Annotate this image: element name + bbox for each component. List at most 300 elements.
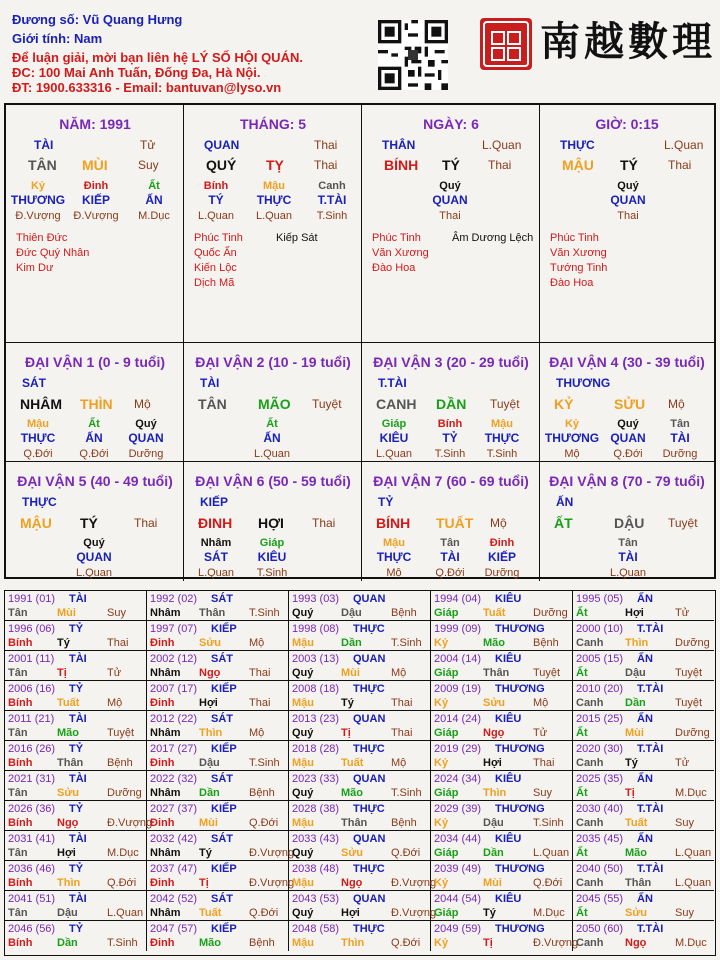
year-cell xyxy=(289,741,431,771)
year-cell xyxy=(431,801,573,831)
year-label: 2036 (46) xyxy=(8,863,56,875)
year-cell xyxy=(573,591,714,621)
year-god: KIẾP xyxy=(211,623,237,635)
year-life-stage: Đ.Vượng xyxy=(107,817,153,829)
year-label: 2017 (27) xyxy=(150,743,198,755)
year-label: 1995 (05) xyxy=(576,593,624,605)
dai-van-title: ĐẠI VẬN 5 (40 - 49 tuổi) xyxy=(17,473,173,489)
year-branch: Dần xyxy=(483,847,504,859)
hidden-god: TÝ xyxy=(208,193,224,207)
hidden-god: KIÊU xyxy=(379,431,409,445)
year-god: TÀI xyxy=(69,653,87,665)
year-label: 2045 (55) xyxy=(576,893,624,905)
hidden-life-stage: Q.Đới xyxy=(23,448,53,460)
year-cell xyxy=(5,771,147,801)
year-life-stage: Tử xyxy=(675,607,690,619)
year-label: 2019 (29) xyxy=(434,743,482,755)
year-cell xyxy=(5,681,147,711)
year-label: 2026 (36) xyxy=(8,803,56,815)
hidden-stem: Đinh xyxy=(489,537,515,549)
year-life-stage: Bệnh xyxy=(391,817,417,829)
year-cell xyxy=(573,711,714,741)
hidden-god: QUAN xyxy=(610,431,646,445)
year-stem: Giáp xyxy=(434,667,459,679)
contact-line: Để luận giải, mời bạn liên hệ LÝ SỐ HỘI QUÁN. xyxy=(12,50,303,65)
dai-van-life-stage: Mộ xyxy=(490,516,507,530)
year-god: TÀI xyxy=(69,893,87,905)
dai-van-branch: TUẤT xyxy=(436,515,474,531)
year-cell xyxy=(431,831,573,861)
year-life-stage: Mộ xyxy=(249,727,265,739)
year-label: 2020 (30) xyxy=(576,743,624,755)
year-stem: Kỷ xyxy=(434,697,449,709)
year-branch: Tị xyxy=(57,667,67,679)
year-branch: Hợi xyxy=(483,757,502,769)
qr-code-icon[interactable] xyxy=(378,20,448,90)
year-branch: Mão xyxy=(625,847,647,859)
year-stem: Bính xyxy=(8,757,33,769)
year-cell xyxy=(573,621,714,651)
hidden-god: SÁT xyxy=(204,550,228,564)
year-branch: Ngọ xyxy=(625,937,647,949)
hidden-stem: Giáp xyxy=(259,537,285,549)
year-stem: Mậu xyxy=(292,937,314,949)
year-branch: Tuất xyxy=(199,907,222,919)
hidden-stem: Nhâm xyxy=(200,537,232,549)
hidden-stem: Mậu xyxy=(263,180,285,192)
year-life-stage: Bệnh xyxy=(249,937,275,949)
year-life-stage: Dưỡng xyxy=(675,637,710,649)
hidden-stem: Tân xyxy=(440,537,460,549)
year-cell xyxy=(289,771,431,801)
year-god: T.TÀI xyxy=(637,683,664,695)
dai-van-title: ĐẠI VẬN 7 (60 - 69 tuổi) xyxy=(373,473,529,489)
year-cell xyxy=(147,831,295,861)
year-life-stage: M.Dục xyxy=(675,787,707,799)
year-god: THƯƠNG xyxy=(495,623,545,635)
dai-van-god: KIẾP xyxy=(200,495,229,509)
year-life-stage: Thai xyxy=(533,757,555,769)
year-life-stage: Dưỡng xyxy=(675,727,710,739)
year-branch: Ngọ xyxy=(57,817,79,829)
year-cell xyxy=(431,621,573,651)
year-stem: Đinh xyxy=(150,877,175,889)
year-god: QUAN xyxy=(353,773,386,785)
year-label: 2035 (45) xyxy=(576,833,624,845)
year-label: 2005 (15) xyxy=(576,653,624,665)
star-label: Phúc Tinh xyxy=(550,232,599,244)
year-god: TÀI xyxy=(69,833,87,845)
hidden-god: TÀI xyxy=(618,550,638,564)
year-life-stage: Thai xyxy=(107,637,129,649)
year-life-stage: T.Sinh xyxy=(533,817,564,829)
year-god: KIẾP xyxy=(211,863,237,875)
year-stem: Canh xyxy=(576,937,604,949)
year-life-stage: T.Sinh xyxy=(249,607,280,619)
year-label: 2032 (42) xyxy=(150,833,198,845)
year-cell xyxy=(573,651,714,681)
year-god: TÀI xyxy=(69,713,87,725)
year-label: 2038 (48) xyxy=(292,863,340,875)
hidden-stem: Quý xyxy=(617,418,639,430)
hidden-life-stage: L.Quan xyxy=(255,210,293,222)
dai-van-branch: THÌN xyxy=(80,396,113,412)
year-god: KIẾP xyxy=(211,923,237,935)
hidden-life-stage: Q.Đới xyxy=(613,448,643,460)
year-god: THƯƠNG xyxy=(495,923,545,935)
year-god: KIÊU xyxy=(495,593,522,605)
year-label: 2041 (51) xyxy=(8,893,56,905)
year-branch: Dần xyxy=(341,637,362,649)
dai-van-god: ẤN xyxy=(556,495,574,509)
year-life-stage: L.Quan xyxy=(675,877,712,889)
year-god: T.TÀI xyxy=(637,803,664,815)
dai-van-cell xyxy=(6,462,184,581)
year-cell xyxy=(289,621,431,651)
dai-van-god: THỰC xyxy=(22,495,57,509)
year-stem: Kỷ xyxy=(434,937,449,949)
year-branch: Tuất xyxy=(341,757,364,769)
year-branch: Thìn xyxy=(341,937,365,949)
pillar-life-stage-2: Thai xyxy=(668,158,692,172)
dai-van-title: ĐẠI VẬN 6 (50 - 59 tuổi) xyxy=(195,473,351,489)
year-god: KIÊU xyxy=(495,833,522,845)
year-stem: Bính xyxy=(8,637,33,649)
year-cell xyxy=(573,771,714,801)
hidden-god: KIẾP xyxy=(81,193,111,207)
year-stem: Giáp xyxy=(434,727,459,739)
year-cell xyxy=(431,591,573,621)
year-stem: Kỷ xyxy=(434,877,449,889)
year-label: 2003 (13) xyxy=(292,653,340,665)
year-stem: Bính xyxy=(8,877,33,889)
year-branch: Tý xyxy=(625,757,638,769)
dai-van-life-stage: Tuyệt xyxy=(312,397,342,411)
year-branch: Mão xyxy=(341,787,363,799)
year-life-stage: T.Sinh xyxy=(249,757,280,769)
chart-grid xyxy=(4,103,716,579)
year-life-stage: L.Quan xyxy=(107,907,144,919)
year-stem: Giáp xyxy=(434,787,459,799)
year-label: 2012 (22) xyxy=(150,713,198,725)
year-stem: Quý xyxy=(292,847,314,859)
year-cell xyxy=(573,681,714,711)
hidden-life-stage: M.Dục xyxy=(138,210,170,222)
dai-van-cell xyxy=(362,462,540,581)
year-cell xyxy=(289,591,431,621)
year-branch: Sửu xyxy=(57,787,80,799)
dai-van-cell xyxy=(540,343,714,462)
pillar-stem-god: TÀI xyxy=(34,138,54,152)
year-stem: Ất xyxy=(576,847,588,859)
hidden-life-stage: L.Quan xyxy=(197,567,235,579)
star-label: Kim Dư xyxy=(16,262,54,274)
year-cell xyxy=(5,801,153,831)
pillar-life-stage-2: Thai xyxy=(488,158,512,172)
dai-van-cell xyxy=(184,343,362,462)
yearly-luck-grid xyxy=(4,590,716,956)
dai-van-branch: SỬU xyxy=(614,396,646,412)
year-cell xyxy=(431,681,573,711)
year-life-stage: Mộ xyxy=(391,757,407,769)
pillar-stem-god: THỰC xyxy=(560,138,595,152)
hidden-god: ẤN xyxy=(145,193,163,207)
year-cell xyxy=(147,741,289,771)
dai-van-stem: BÍNH xyxy=(376,515,411,531)
year-god: QUAN xyxy=(353,713,386,725)
dai-van-god: THƯƠNG xyxy=(556,376,611,390)
year-stem: Nhâm xyxy=(150,787,181,799)
dai-van-cell xyxy=(540,462,714,581)
year-stem: Tân xyxy=(8,907,28,919)
year-branch: Sửu xyxy=(199,637,222,649)
year-branch: Ngọ xyxy=(483,727,505,739)
year-god: ẤN xyxy=(637,773,653,785)
year-stem: Đinh xyxy=(150,937,175,949)
year-life-stage: Tử xyxy=(107,667,122,679)
dai-van-cell xyxy=(184,462,362,581)
dai-van-stem: CANH xyxy=(376,396,417,412)
pillar-life-stage: Thai xyxy=(314,138,338,152)
year-life-stage: M.Dục xyxy=(107,847,139,859)
year-god: TÀI xyxy=(69,593,87,605)
year-life-stage: Suy xyxy=(533,787,552,799)
year-life-stage: L.Quan xyxy=(675,847,712,859)
year-stem: Tân xyxy=(8,607,28,619)
year-branch: Mùi xyxy=(57,607,76,619)
year-branch: Dậu xyxy=(625,667,646,679)
year-life-stage: Đ.Vượng xyxy=(391,877,437,889)
hidden-god: QUAN xyxy=(610,193,646,207)
year-cell xyxy=(5,921,147,951)
hidden-god: KIẾP xyxy=(487,550,517,564)
hidden-life-stage: Q.Đới xyxy=(79,448,109,460)
year-cell xyxy=(431,771,573,801)
year-label: 2031 (41) xyxy=(8,833,56,845)
hidden-life-stage: Dưỡng xyxy=(484,567,520,579)
year-stem: Mậu xyxy=(292,637,314,649)
year-stem: Nhâm xyxy=(150,667,181,679)
year-stem: Ất xyxy=(576,607,588,619)
year-branch: Tý xyxy=(57,637,70,649)
year-stem: Mậu xyxy=(292,697,314,709)
year-cell xyxy=(5,891,147,921)
pillar-cell xyxy=(184,105,362,343)
year-cell xyxy=(147,891,289,921)
year-god: THỰC xyxy=(353,923,385,935)
year-label: 1999 (09) xyxy=(434,623,482,635)
year-branch: Tị xyxy=(483,937,493,949)
year-god: TÀI xyxy=(69,773,87,785)
year-god: KIẾP xyxy=(211,743,237,755)
year-cell xyxy=(147,921,289,951)
pillar-cell xyxy=(540,105,714,343)
pillar-life-stage: L.Quan xyxy=(664,138,704,152)
year-cell xyxy=(147,621,289,651)
year-god: ẤN xyxy=(637,833,653,845)
hidden-god: THỰC xyxy=(376,550,412,564)
year-branch: Thìn xyxy=(483,787,507,799)
year-god: T.TÀI xyxy=(637,923,664,935)
year-cell xyxy=(147,771,289,801)
year-stem: Giáp xyxy=(434,907,459,919)
header xyxy=(0,0,720,100)
year-life-stage: Q.Đới xyxy=(391,847,421,859)
hidden-life-stage: Mộ xyxy=(386,567,402,579)
year-stem: Ất xyxy=(576,667,588,679)
year-stem: Quý xyxy=(292,727,314,739)
pillar-stem-god: QUAN xyxy=(204,138,240,152)
dai-van-life-stage: Mộ xyxy=(668,397,685,411)
year-branch: Ngọ xyxy=(199,667,221,679)
year-label: 1996 (06) xyxy=(8,623,56,635)
year-life-stage: T.Sinh xyxy=(107,937,138,949)
year-label: 2013 (23) xyxy=(292,713,340,725)
year-stem: Ất xyxy=(576,787,588,799)
year-label: 2014 (24) xyxy=(434,713,482,725)
year-label: 2029 (39) xyxy=(434,803,482,815)
year-stem: Tân xyxy=(8,727,28,739)
year-cell xyxy=(147,801,289,831)
year-label: 2025 (35) xyxy=(576,773,624,785)
year-stem: Đinh xyxy=(150,757,175,769)
dai-van-god: SÁT xyxy=(22,376,46,390)
year-branch: Mão xyxy=(483,637,505,649)
year-god: TỶ xyxy=(69,803,84,815)
year-god: THƯƠNG xyxy=(495,863,545,875)
pillar-life-stage: L.Quan xyxy=(482,138,522,152)
year-branch: Tuất xyxy=(57,697,80,709)
dai-van-stem: ĐINH xyxy=(198,515,233,531)
year-stem: Canh xyxy=(576,877,604,889)
hidden-god: THƯƠNG xyxy=(10,193,66,207)
hidden-life-stage: Thai xyxy=(617,210,639,222)
year-branch: Hợi xyxy=(341,907,360,919)
year-god: THỰC xyxy=(353,683,385,695)
year-stem: Canh xyxy=(576,757,604,769)
dai-van-stem: MẬU xyxy=(20,515,52,531)
year-label: 2011 (21) xyxy=(8,713,55,725)
year-branch: Ngọ xyxy=(341,877,363,889)
year-life-stage: Tử xyxy=(675,757,690,769)
year-branch: Tị xyxy=(341,727,351,739)
year-branch: Tị xyxy=(199,877,209,889)
year-label: 2034 (44) xyxy=(434,833,482,845)
year-life-stage: Q.Đới xyxy=(391,937,421,949)
star-label: Dịch Mã xyxy=(194,277,235,289)
year-life-stage: Đ.Vượng xyxy=(533,937,579,949)
hidden-stem: Quý xyxy=(83,537,105,549)
year-god: QUAN xyxy=(353,593,386,605)
year-branch: Tuất xyxy=(483,607,506,619)
year-label: 2004 (14) xyxy=(434,653,482,665)
year-life-stage: Tuyệt xyxy=(533,667,561,679)
hidden-life-stage: Dưỡng xyxy=(662,448,698,460)
year-label: 1991 (01) xyxy=(8,593,56,605)
hidden-stem: Mậu xyxy=(27,418,49,430)
dai-van-life-stage: Mộ xyxy=(134,397,151,411)
year-life-stage: Bệnh xyxy=(107,757,133,769)
hidden-god: THỰC xyxy=(20,431,56,445)
year-cell xyxy=(573,741,714,771)
year-branch: Tị xyxy=(625,787,635,799)
year-label: 2049 (59) xyxy=(434,923,482,935)
year-label: 2040 (50) xyxy=(576,863,624,875)
owner-name: Đương số: Vũ Quang Hưng xyxy=(12,12,183,27)
year-cell xyxy=(5,591,147,621)
hidden-life-stage: Mộ xyxy=(564,448,580,460)
year-label: 2039 (49) xyxy=(434,863,482,875)
year-stem: Bính xyxy=(8,937,33,949)
year-label: 2046 (56) xyxy=(8,923,56,935)
year-label: 2021 (31) xyxy=(8,773,56,785)
year-life-stage: Đ.Vượng xyxy=(249,847,295,859)
year-branch: Thìn xyxy=(57,877,81,889)
year-branch: Dần xyxy=(57,937,78,949)
year-stem: Kỷ xyxy=(434,757,449,769)
year-god: QUAN xyxy=(353,653,386,665)
year-god: T.TÀI xyxy=(637,863,664,875)
year-cell xyxy=(431,711,573,741)
year-branch: Dậu xyxy=(199,757,220,769)
year-cell xyxy=(573,801,714,831)
year-branch: Thìn xyxy=(199,727,223,739)
year-label: 2016 (26) xyxy=(8,743,56,755)
year-branch: Tý xyxy=(341,697,354,709)
year-branch: Tuất xyxy=(625,817,648,829)
hidden-stem: Bính xyxy=(437,418,463,430)
pillar-branch: TỴ xyxy=(266,157,284,173)
year-god: SÁT xyxy=(211,653,233,665)
year-branch: Hợi xyxy=(625,607,644,619)
year-label: 2007 (17) xyxy=(150,683,198,695)
year-life-stage: Suy xyxy=(675,817,694,829)
year-life-stage: Bệnh xyxy=(249,787,275,799)
dai-van-stem: ẤT xyxy=(554,515,573,531)
dai-van-life-stage: Thai xyxy=(312,516,336,530)
year-god: SÁT xyxy=(211,893,233,905)
year-stem: Đinh xyxy=(150,697,175,709)
year-cell xyxy=(5,651,147,681)
star-label: Kiến Lộc xyxy=(194,262,237,274)
hidden-god: THỰC xyxy=(484,431,520,445)
hidden-stem: Giáp xyxy=(381,418,407,430)
dai-van-life-stage: Tuyệt xyxy=(490,397,520,411)
year-branch: Mão xyxy=(199,937,221,949)
year-life-stage: L.Quan xyxy=(533,847,570,859)
year-label: 2027 (37) xyxy=(150,803,198,815)
hidden-god: THỰC xyxy=(256,193,292,207)
dai-van-branch: DẬU xyxy=(614,515,645,531)
pillar-cell xyxy=(362,105,540,343)
star-label: Phúc Tinh xyxy=(194,232,243,244)
hidden-life-stage: Thai xyxy=(439,210,461,222)
pillar-stem: MẬU xyxy=(562,157,594,173)
year-label: 2043 (53) xyxy=(292,893,340,905)
year-life-stage: Tuyệt xyxy=(107,727,135,739)
year-life-stage: Mộ xyxy=(107,697,123,709)
year-life-stage: Đ.Vượng xyxy=(391,907,437,919)
year-branch: Mùi xyxy=(199,817,218,829)
year-branch: Thân xyxy=(57,757,84,769)
year-cell xyxy=(573,831,714,861)
dai-van-stem: NHÂM xyxy=(20,396,62,412)
hidden-stem: Quý xyxy=(617,180,639,192)
year-life-stage: Q.Đới xyxy=(249,907,279,919)
pillar-stem-god: THÂN xyxy=(382,138,416,152)
hidden-god: KIÊU xyxy=(257,550,287,564)
star-label: Đức Quý Nhân xyxy=(16,247,90,259)
